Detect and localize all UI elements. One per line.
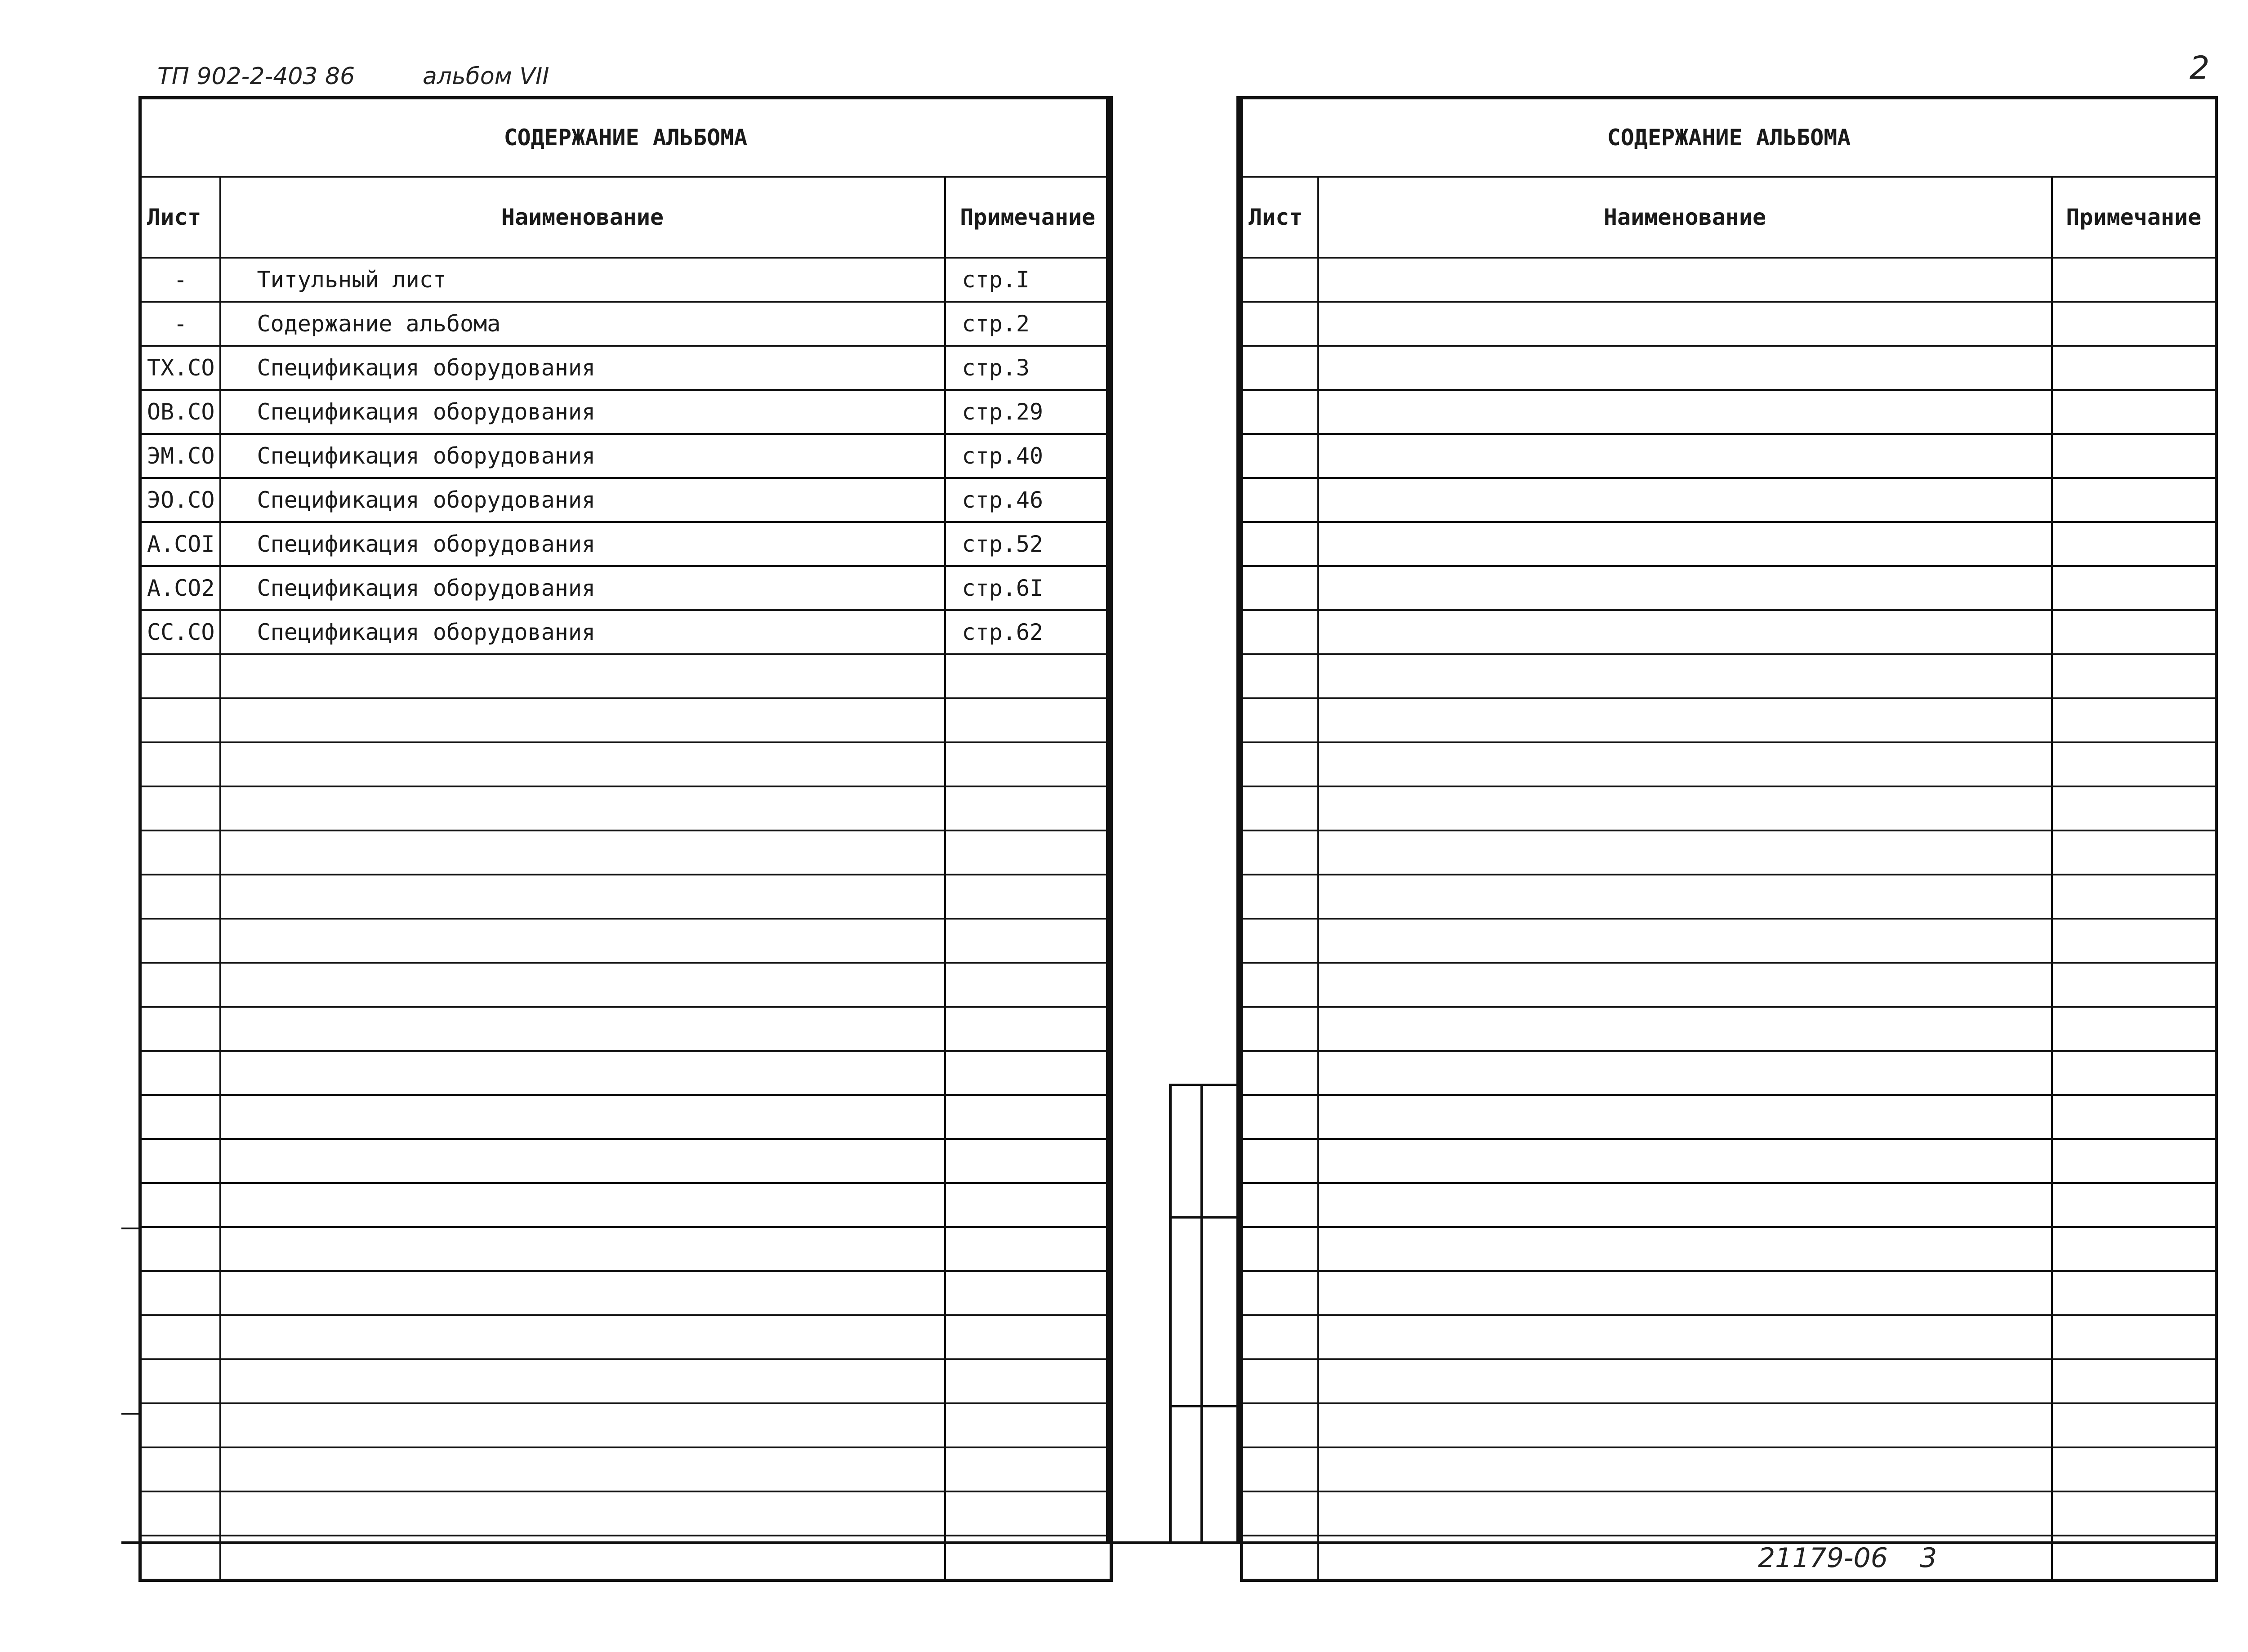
row-sheet-code: [1242, 875, 1318, 919]
row-note: [945, 1095, 1111, 1139]
margin-tick-2: [121, 1413, 142, 1415]
row-sheet-code: [140, 1183, 220, 1227]
row-note: [2052, 698, 2217, 742]
row-sheet-code: [1242, 742, 1318, 786]
row-sheet-code: [1242, 610, 1318, 654]
row-sheet-code: [140, 1095, 220, 1139]
row-note: [2052, 1095, 2217, 1139]
row-name: [1318, 522, 2052, 566]
row-name: [220, 1447, 945, 1491]
row-name: [1318, 1227, 2052, 1271]
row-note: стр.29: [945, 390, 1111, 434]
row-name: Титульный лист: [220, 258, 945, 302]
album-label: альбом VII: [423, 63, 549, 90]
row-name: [1318, 1139, 2052, 1183]
table-row: [1242, 434, 2217, 478]
row-note: [945, 786, 1111, 830]
table-row: [1242, 698, 2217, 742]
row-name: Содержание альбома: [220, 302, 945, 346]
row-note: [2052, 610, 2217, 654]
row-note: [945, 1183, 1111, 1227]
row-note: [2052, 1139, 2217, 1183]
row-note: [945, 1007, 1111, 1051]
row-name: [220, 1139, 945, 1183]
stamp-box-line-2: [1200, 1084, 1203, 1544]
table-row: [140, 566, 1111, 610]
stamp-box-top: [1169, 1084, 1239, 1086]
right-col-name: Наименование: [1318, 177, 2052, 258]
row-note: [2052, 1227, 2217, 1271]
row-name: [1318, 654, 2052, 698]
row-note: [2052, 1315, 2217, 1359]
sheet-number: 3: [1920, 1542, 1937, 1574]
table-row: [140, 1007, 1111, 1051]
row-sheet-code: [140, 963, 220, 1007]
row-name: [1318, 963, 2052, 1007]
row-sheet-code: [1242, 258, 1318, 302]
table-row: [140, 654, 1111, 698]
row-note: [2052, 1536, 2217, 1581]
row-note: [2052, 346, 2217, 390]
table-row: [140, 1447, 1111, 1491]
row-sheet-code: [140, 919, 220, 963]
row-sheet-code: [1242, 1271, 1318, 1315]
row-name: [1318, 1095, 2052, 1139]
row-sheet-code: [1242, 346, 1318, 390]
row-sheet-code: [1242, 478, 1318, 522]
left-contents-table: [138, 96, 1113, 1582]
table-row: [1242, 566, 2217, 610]
table-row: [140, 1315, 1111, 1359]
row-name: [220, 1227, 945, 1271]
table-row: [1242, 1403, 2217, 1447]
table-row: [1242, 1183, 2217, 1227]
row-name: [1318, 258, 2052, 302]
row-name: [220, 1051, 945, 1095]
table-row: [140, 742, 1111, 786]
row-sheet-code: [140, 1447, 220, 1491]
table-row: [1242, 1536, 2217, 1581]
row-note: [2052, 963, 2217, 1007]
row-name: [1318, 1359, 2052, 1403]
table-row: [140, 1227, 1111, 1271]
row-sheet-code: [1242, 698, 1318, 742]
row-sheet-code: [1242, 1491, 1318, 1536]
row-sheet-code: [1242, 963, 1318, 1007]
row-sheet-code: ЭМ.СО: [140, 434, 220, 478]
table-row: [1242, 830, 2217, 875]
table-row: [140, 786, 1111, 830]
table-row: [1242, 654, 2217, 698]
table-row: [140, 346, 1111, 390]
row-name: [220, 742, 945, 786]
table-row: [140, 1183, 1111, 1227]
table-row: [1242, 875, 2217, 919]
row-note: [2052, 566, 2217, 610]
row-note: [945, 698, 1111, 742]
table-row: [1242, 1491, 2217, 1536]
left-col-sheet: Лист: [140, 177, 220, 258]
row-note: [945, 830, 1111, 875]
table-row: [1242, 919, 2217, 963]
row-note: [945, 654, 1111, 698]
table-row: [140, 1095, 1111, 1139]
row-sheet-code: СС.СО: [140, 610, 220, 654]
row-note: [2052, 654, 2217, 698]
row-note: [2052, 1271, 2217, 1315]
table-row: [140, 1139, 1111, 1183]
table-row: [1242, 1139, 2217, 1183]
left-table-body: [140, 258, 1111, 1581]
table-row: [1242, 742, 2217, 786]
row-sheet-code: [140, 654, 220, 698]
row-note: [2052, 434, 2217, 478]
row-name: [1318, 786, 2052, 830]
table-row: [1242, 1051, 2217, 1095]
left-col-name: Наименование: [220, 177, 945, 258]
row-name: [1318, 1536, 2052, 1581]
row-sheet-code: [140, 1315, 220, 1359]
row-name: [1318, 566, 2052, 610]
row-name: [220, 1095, 945, 1139]
table-row: [1242, 1227, 2217, 1271]
table-row: [140, 478, 1111, 522]
row-sheet-code: [1242, 786, 1318, 830]
table-row: [140, 919, 1111, 963]
row-name: [220, 963, 945, 1007]
row-name: [220, 1007, 945, 1051]
row-sheet-code: [1242, 1315, 1318, 1359]
row-note: [2052, 786, 2217, 830]
left-col-note: Примечание: [945, 177, 1111, 258]
row-sheet-code: [1242, 390, 1318, 434]
row-sheet-code: [1242, 1536, 1318, 1581]
row-name: [1318, 1447, 2052, 1491]
left-table-title: СОДЕРЖАНИЕ АЛЬБОМА: [140, 98, 1111, 177]
table-row: [140, 875, 1111, 919]
table-row: [1242, 1315, 2217, 1359]
row-note: [2052, 1359, 2217, 1403]
row-name: [220, 786, 945, 830]
table-row: [1242, 522, 2217, 566]
binding-line-right: [1236, 96, 1240, 1544]
row-name: [220, 1271, 945, 1315]
row-name: [220, 698, 945, 742]
table-row: [140, 1403, 1111, 1447]
row-name: [220, 875, 945, 919]
row-sheet-code: А.СОI: [140, 522, 220, 566]
row-sheet-code: [1242, 1007, 1318, 1051]
table-row: [140, 1051, 1111, 1095]
stamp-box-line-1: [1169, 1084, 1172, 1544]
row-name: Спецификация оборудования: [220, 390, 945, 434]
right-contents-table: [1240, 96, 2218, 1582]
table-row: [140, 963, 1111, 1007]
row-name: [1318, 346, 2052, 390]
right-table-body: [1242, 258, 2217, 1581]
row-note: [2052, 1183, 2217, 1227]
row-name: [1318, 1183, 2052, 1227]
row-sheet-code: [1242, 1183, 1318, 1227]
row-note: [945, 1491, 1111, 1536]
row-sheet-code: [1242, 919, 1318, 963]
row-note: [945, 1139, 1111, 1183]
row-name: Спецификация оборудования: [220, 434, 945, 478]
row-sheet-code: ОВ.СО: [140, 390, 220, 434]
row-sheet-code: [1242, 654, 1318, 698]
row-note: [2052, 875, 2217, 919]
row-note: стр.62: [945, 610, 1111, 654]
row-name: Спецификация оборудования: [220, 566, 945, 610]
row-note: [945, 963, 1111, 1007]
row-note: [2052, 919, 2217, 963]
row-note: [2052, 1447, 2217, 1491]
row-note: [2052, 478, 2217, 522]
binding-line-left: [1106, 96, 1110, 1544]
row-sheet-code: [140, 1139, 220, 1183]
table-row: [140, 522, 1111, 566]
row-name: [1318, 875, 2052, 919]
row-sheet-code: [1242, 830, 1318, 875]
row-note: стр.46: [945, 478, 1111, 522]
table-row: [1242, 1447, 2217, 1491]
table-row: [1242, 963, 2217, 1007]
row-name: [1318, 830, 2052, 875]
row-sheet-code: [1242, 1359, 1318, 1403]
row-sheet-code: [140, 1359, 220, 1403]
row-sheet-code: ЭО.СО: [140, 478, 220, 522]
row-sheet-code: [1242, 1227, 1318, 1271]
row-note: [945, 1271, 1111, 1315]
table-row: [140, 1359, 1111, 1403]
row-name: [1318, 1491, 2052, 1536]
table-row: [1242, 786, 2217, 830]
row-name: [220, 1403, 945, 1447]
table-row: [140, 390, 1111, 434]
right-col-note: Примечание: [2052, 177, 2217, 258]
row-name: Спецификация оборудования: [220, 522, 945, 566]
row-sheet-code: -: [140, 258, 220, 302]
row-sheet-code: [140, 1403, 220, 1447]
table-row: [1242, 478, 2217, 522]
table-row: [140, 258, 1111, 302]
archive-number: 21179-06: [1758, 1542, 1888, 1574]
row-note: стр.40: [945, 434, 1111, 478]
table-row: [140, 698, 1111, 742]
row-note: [945, 919, 1111, 963]
table-row: [1242, 258, 2217, 302]
row-name: Спецификация оборудования: [220, 478, 945, 522]
row-sheet-code: [140, 698, 220, 742]
table-row: [140, 610, 1111, 654]
stamp-box-mid-2: [1169, 1405, 1239, 1407]
row-sheet-code: ТХ.СО: [140, 346, 220, 390]
right-table-title: СОДЕРЖАНИЕ АЛЬБОМА: [1242, 98, 2217, 177]
row-sheet-code: [1242, 566, 1318, 610]
table-row: [1242, 1359, 2217, 1403]
row-name: [1318, 390, 2052, 434]
row-sheet-code: [140, 1051, 220, 1095]
row-note: [2052, 1403, 2217, 1447]
row-note: стр.6I: [945, 566, 1111, 610]
row-note: [945, 1359, 1111, 1403]
row-sheet-code: [140, 786, 220, 830]
row-name: [1318, 1051, 2052, 1095]
table-row: [140, 830, 1111, 875]
row-note: [945, 1447, 1111, 1491]
row-name: [1318, 698, 2052, 742]
row-note: стр.2: [945, 302, 1111, 346]
row-note: стр.3: [945, 346, 1111, 390]
row-note: [945, 1227, 1111, 1271]
row-name: Спецификация оборудования: [220, 346, 945, 390]
row-note: [2052, 522, 2217, 566]
table-row: [1242, 1095, 2217, 1139]
row-name: [1318, 742, 2052, 786]
row-sheet-code: [140, 875, 220, 919]
row-name: [1318, 434, 2052, 478]
row-name: [1318, 1271, 2052, 1315]
table-row: [1242, 390, 2217, 434]
row-name: [220, 654, 945, 698]
row-note: [2052, 258, 2217, 302]
row-note: [945, 742, 1111, 786]
table-row: [1242, 1007, 2217, 1051]
row-name: [1318, 478, 2052, 522]
row-name: [1318, 919, 2052, 963]
row-note: [945, 1403, 1111, 1447]
row-name: [1318, 1007, 2052, 1051]
table-row: [1242, 346, 2217, 390]
row-name: Спецификация оборудования: [220, 610, 945, 654]
row-sheet-code: [1242, 302, 1318, 346]
row-sheet-code: [140, 1227, 220, 1271]
stamp-box-mid-1: [1169, 1216, 1239, 1219]
row-note: стр.I: [945, 258, 1111, 302]
row-sheet-code: [1242, 1403, 1318, 1447]
row-sheet-code: А.СО2: [140, 566, 220, 610]
row-name: [1318, 1315, 2052, 1359]
row-name: [1318, 1403, 2052, 1447]
row-note: [2052, 302, 2217, 346]
row-note: [945, 875, 1111, 919]
row-sheet-code: [140, 1007, 220, 1051]
row-sheet-code: [140, 742, 220, 786]
row-note: [2052, 742, 2217, 786]
row-note: [945, 1051, 1111, 1095]
row-sheet-code: [140, 1491, 220, 1536]
row-sheet-code: -: [140, 302, 220, 346]
row-sheet-code: [1242, 522, 1318, 566]
row-name: [1318, 610, 2052, 654]
margin-tick-1: [121, 1228, 142, 1229]
row-sheet-code: [1242, 1447, 1318, 1491]
doc-code: ТП 902-2-403 86: [157, 63, 355, 90]
row-note: [2052, 1491, 2217, 1536]
table-row: [140, 1491, 1111, 1536]
row-sheet-code: [1242, 434, 1318, 478]
row-name: [1318, 302, 2052, 346]
table-row: [140, 434, 1111, 478]
row-name: [220, 830, 945, 875]
row-name: [220, 1183, 945, 1227]
row-sheet-code: [1242, 1139, 1318, 1183]
table-row: [1242, 610, 2217, 654]
row-note: стр.52: [945, 522, 1111, 566]
row-note: [2052, 390, 2217, 434]
table-row: [1242, 302, 2217, 346]
row-note: [2052, 1007, 2217, 1051]
row-name: [220, 1359, 945, 1403]
row-note: [2052, 830, 2217, 875]
table-row: [1242, 1271, 2217, 1315]
row-name: [220, 1491, 945, 1536]
row-sheet-code: [1242, 1051, 1318, 1095]
page-number: 2: [2190, 49, 2210, 86]
table-row: [140, 302, 1111, 346]
row-sheet-code: [140, 830, 220, 875]
row-name: [220, 1315, 945, 1359]
row-sheet-code: [1242, 1095, 1318, 1139]
row-name: [220, 919, 945, 963]
table-row: [140, 1271, 1111, 1315]
row-sheet-code: [140, 1271, 220, 1315]
row-note: [945, 1315, 1111, 1359]
row-note: [2052, 1051, 2217, 1095]
right-col-sheet: Лист: [1242, 177, 1318, 258]
